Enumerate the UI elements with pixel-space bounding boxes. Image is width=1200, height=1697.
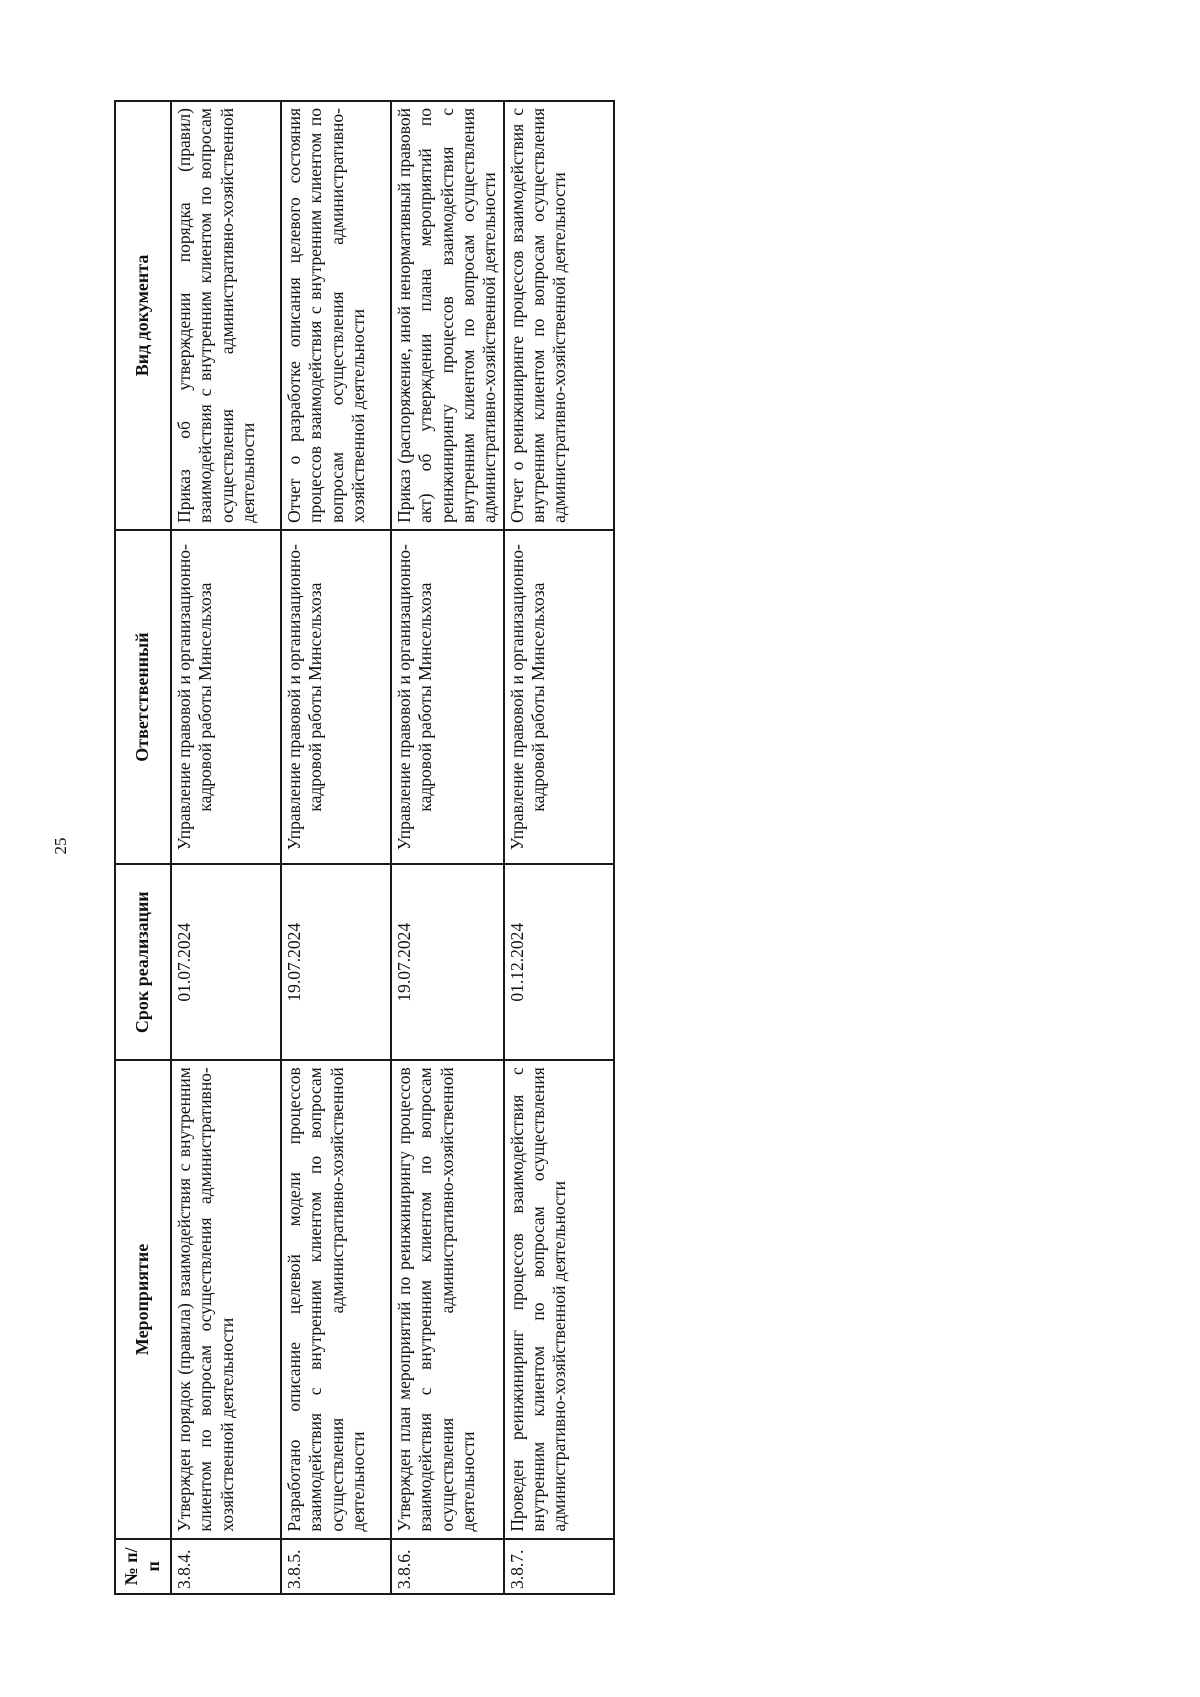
table-row bbox=[391, 101, 504, 1594]
row-event: Разработано описание целевой модели процессов взаимодействия с внутренним клиентом по вопросам осуществления административно-хозяйственной деятельности bbox=[281, 1060, 391, 1538]
row-doc-type: Приказ об утверждении порядка (правил) взаимодействия с внутренним клиентом по вопросам осуществления административно-хозяйственной деятельности bbox=[171, 101, 281, 530]
events-table bbox=[114, 100, 615, 1595]
table-header-row bbox=[115, 101, 171, 1594]
row-date: 19.07.2024 bbox=[281, 864, 391, 1060]
row-doc-type: Отчет о реинжиниринге процессов взаимодействия с внутренним клиентом по вопросам осуществления административно-хозяйственной деятельности bbox=[504, 101, 614, 530]
table-row bbox=[281, 101, 391, 1594]
row-doc-type: Отчет о разработке описания целевого состояния процессов взаимодействия с внутренним клиентом по вопросам осуществления административно-хозяйственной деятельности bbox=[281, 101, 391, 530]
row-responsible: Управление правовой и организационно-кадровой работы Минсельхоза bbox=[171, 530, 281, 864]
header-event: Мероприятие bbox=[115, 1060, 171, 1538]
row-responsible: Управление правовой и организационно-кадровой работы Минсельхоза bbox=[281, 530, 391, 864]
table-container bbox=[114, 100, 610, 1595]
header-doc-type: Вид документа bbox=[115, 101, 171, 530]
page-number: 25 bbox=[51, 837, 70, 855]
header-date: Срок реализации bbox=[115, 864, 171, 1060]
row-responsible: Управление правовой и организационно-кадровой работы Минсельхоза bbox=[504, 530, 614, 864]
row-num: 3.8.5. bbox=[281, 1539, 391, 1594]
row-date: 01.12.2024 bbox=[504, 864, 614, 1060]
row-event: Проведен реинжиниринг процессов взаимодействия с внутренним клиентом по вопросам осуществления административно-хозяйственной деятельности bbox=[504, 1060, 614, 1538]
row-doc-type: Приказ (распоряжение, иной ненормативный правовой акт) об утверждении плана мероприятий по реинжинирингу процессов взаимодействия с внутренним клиентом по вопросам осуществления административно-хозяйственной деятельности bbox=[391, 101, 504, 530]
row-date: 01.07.2024 bbox=[171, 864, 281, 1060]
row-event: Утвержден план мероприятий по реинжинирингу процессов взаимодействия с внутренним клиентом по вопросам осуществления административно-хозяйственной деятельности bbox=[391, 1060, 504, 1538]
row-date: 19.07.2024 bbox=[391, 864, 504, 1060]
table-row bbox=[171, 101, 281, 1594]
row-num: 3.8.6. bbox=[391, 1539, 504, 1594]
header-responsible: Ответственный bbox=[115, 530, 171, 864]
row-num: 3.8.7. bbox=[504, 1539, 614, 1594]
row-responsible: Управление правовой и организационно-кадровой работы Минсельхоза bbox=[391, 530, 504, 864]
row-event: Утвержден порядок (правила) взаимодействия с внутренним клиентом по вопросам осуществления административно-хозяйственной деятельности bbox=[171, 1060, 281, 1538]
table-row bbox=[504, 101, 614, 1594]
row-num: 3.8.4. bbox=[171, 1539, 281, 1594]
header-num: № п/п bbox=[115, 1539, 171, 1594]
